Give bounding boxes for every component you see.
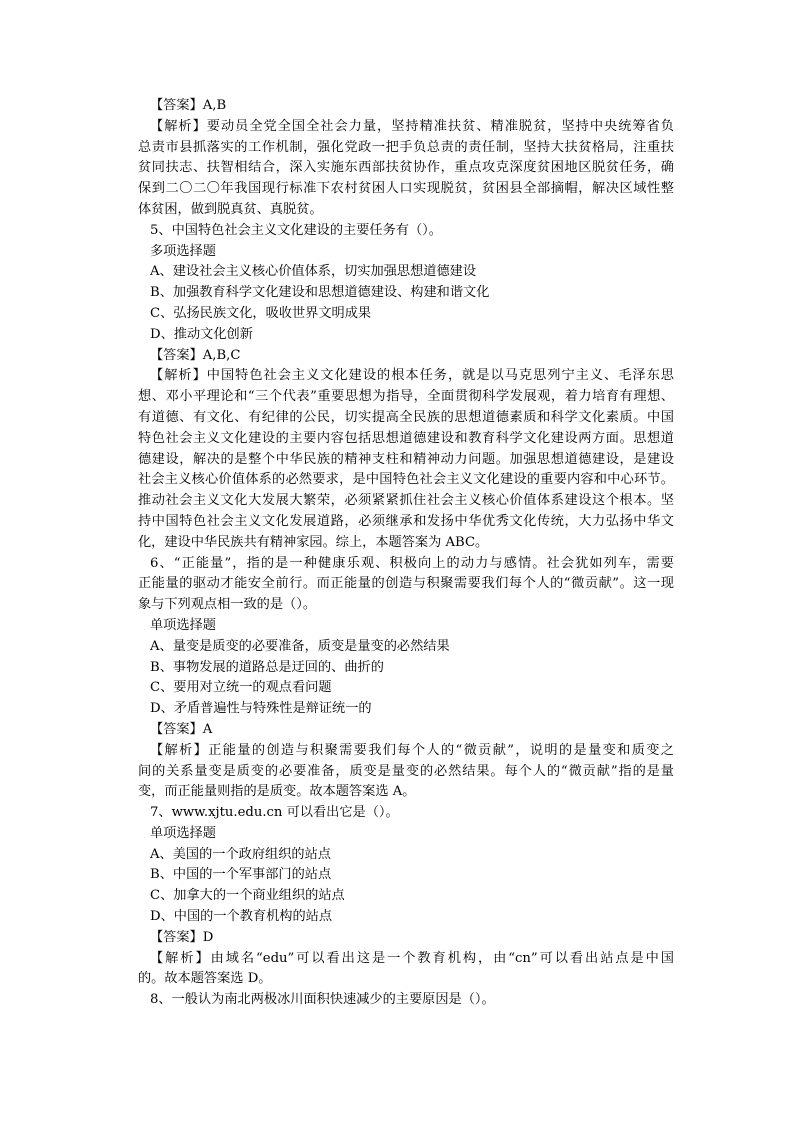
question-line: 正能量的驱动才能安全前行。而正能量的创造与积聚需要我们每个人的“微贡献”。这一现 — [138, 576, 674, 592]
option-line: C、弘扬民族文化，吸收世界文明成果 — [150, 305, 372, 321]
analysis-line: 贫同扶志、扶智相结合，深入实施东西部扶贫协作，重点攻克深度贫困地区脱贫任务，确 — [138, 160, 674, 176]
answer-line: 【答案】A,B,C — [150, 347, 241, 363]
analysis-line: 【解析】正能量的创造与积聚需要我们每个人的“微贡献”，说明的是量变和质变之 — [150, 742, 674, 758]
option-line: D、推动文化创新 — [150, 326, 253, 342]
question-type-label: 多项选择题 — [150, 243, 216, 259]
option-line: B、事物发展的道路总是迂回的、曲折的 — [150, 659, 384, 675]
analysis-line: 体贫困，做到脱真贫、真脱贫。 — [138, 201, 323, 217]
document-body — [138, 96, 674, 1011]
option-line: B、加强教育科学文化建设和思想道德建设、构建和谐文化 — [150, 285, 490, 301]
question-type-label: 单项选择题 — [150, 617, 216, 633]
question-line: 6、“正能量”，指的是一种健康乐观、积极向上的动力与感情。社会犹如列车，需要 — [150, 555, 674, 571]
question-line: 5、中国特色社会主义文化建设的主要任务有（）。 — [150, 222, 442, 238]
option-line: A、量变是质变的必要准备，质变是量变的必然结果 — [150, 638, 450, 654]
analysis-line: 德建设，解决的是整个中华民族的精神支柱和精神动力问题。加强思想道德建设，是建设 — [138, 451, 674, 467]
analysis-line: 【解析】由域名“edu”可以看出这是一个教育机构，由“cn”可以看出站点是中国 — [150, 950, 674, 966]
analysis-line: 化，建设中华民族共有精神家园。综上，本题答案为 ABC。 — [138, 534, 489, 550]
analysis-line: 社会主义核心价值体系的必然要求，是中国特色社会主义文化建设的重要内容和中心环节。 — [138, 472, 674, 488]
answer-line: 【答案】A — [150, 721, 213, 737]
option-line: C、要用对立统一的观点看问题 — [150, 680, 332, 696]
option-line: B、中国的一个军事部门的站点 — [150, 867, 332, 883]
analysis-line: 推动社会主义文化大发展大繁荣，必须紧紧抓住社会主义核心价值体系建设这个根本。坚 — [138, 493, 674, 509]
question-type-label: 单项选择题 — [150, 825, 216, 841]
question-line: 7、www.xjtu.edu.cn 可以看出它是（）。 — [150, 805, 399, 821]
analysis-line: 想、邓小平理论和“三个代表”重要思想为指导，全面贯彻科学发展观，着力培育有理想、 — [138, 389, 674, 405]
answer-line: 【答案】A,B — [150, 98, 227, 113]
option-line: C、加拿大的一个商业组织的站点 — [150, 888, 345, 904]
analysis-line: 【解析】要动员全党全国全社会力量，坚持精准扶贫、精准脱贫，坚持中央统筹省负 — [150, 118, 674, 134]
question-line: 象与下列观点相一致的是（）。 — [138, 597, 317, 613]
analysis-line: 的。故本题答案选 D。 — [138, 971, 272, 987]
option-line: A、美国的一个政府组织的站点 — [150, 846, 331, 862]
answer-line: 【答案】D — [150, 929, 214, 945]
analysis-line: 变，而正能量则指的是质变。故本题答案选 A。 — [138, 784, 416, 800]
option-line: D、矛盾普遍性与特殊性是辩证统一的 — [150, 701, 372, 717]
option-line: D、中国的一个教育机构的站点 — [150, 909, 333, 925]
analysis-line: 有道德、有文化、有纪律的公民，切实提高全民族的思想道德素质和科学文化素质。中国 — [138, 409, 674, 425]
analysis-line: 特色社会主义文化建设的主要内容包括思想道德建设和教育科学文化建设两方面。思想道 — [138, 430, 674, 446]
option-line: A、建设社会主义核心价值体系，切实加强思想道德建设 — [150, 264, 477, 280]
analysis-line: 【解析】中国特色社会主义文化建设的根本任务，就是以马克思列宁主义、毛泽东思 — [150, 368, 674, 384]
analysis-line: 持中国特色社会主义文化发展道路，必须继承和发扬中华优秀文化传统，大力弘扬中华文 — [138, 513, 674, 529]
analysis-line: 间的关系量变是质变的必要准备，质变是量变的必然结果。每个人的“微贡献”指的是量 — [138, 763, 674, 779]
analysis-line: 保到二〇二〇年我国现行标准下农村贫困人口实现脱贫，贫困县全部摘帽，解决区域性整 — [138, 181, 674, 197]
question-line: 8、一般认为南北两极冰川面积快速减少的主要原因是（）。 — [150, 992, 495, 1008]
analysis-line: 总责市县抓落实的工作机制，强化党政一把手负总责的责任制，坚持大扶贫格局，注重扶 — [138, 139, 674, 155]
